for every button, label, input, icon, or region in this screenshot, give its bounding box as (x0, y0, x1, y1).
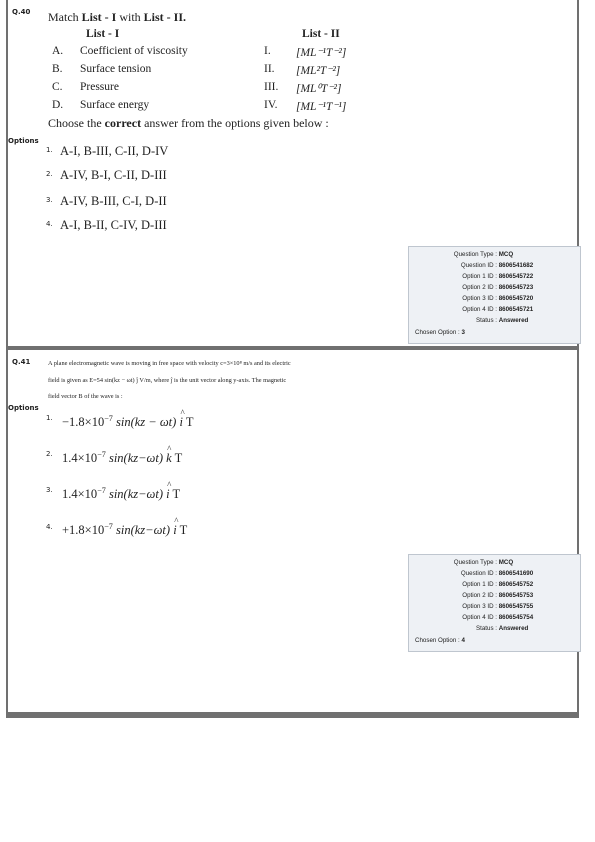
chosen-option: 4 (461, 637, 465, 644)
info-label: Status : (476, 317, 497, 324)
option-unit: T (179, 523, 188, 538)
instruction-text: Choose the (48, 116, 105, 130)
option-id: 8606545755 (498, 603, 534, 610)
option-id: 8606545722 (498, 273, 534, 280)
option-coefficient: 1.4×10 (62, 451, 98, 466)
unit-vector: ^ i (179, 415, 182, 430)
list2-key: III. (264, 81, 279, 93)
option-function: sin(kz−ωt) (116, 523, 171, 538)
option-exponent: −7 (104, 522, 113, 531)
option-number: 1. (46, 414, 53, 422)
question-text-line: field is given as E=54 sin(kz − ωt) ĵ V/m, where ĵ is the unit vector along y-axis. The magnetic (48, 377, 287, 384)
list1-item: Coefficient of viscosity (80, 45, 188, 57)
info-label: Question Type : (453, 251, 497, 258)
list1-key: A. (52, 45, 64, 57)
info-label: Chosen Option : (415, 329, 460, 336)
question-number: Q.40 (12, 8, 31, 16)
options-label: Options (8, 404, 39, 412)
info-label: Option 2 ID : (462, 592, 497, 599)
unit-vector: ^ i (166, 487, 169, 502)
list1-key: B. (52, 63, 63, 75)
info-label: Option 4 ID : (462, 306, 497, 313)
option-number: 4. (46, 220, 53, 228)
info-label: Option 2 ID : (462, 284, 497, 291)
status-value: Answered (498, 317, 529, 324)
info-label: Option 4 ID : (462, 614, 497, 621)
status-value: Answered (498, 625, 529, 632)
option-1[interactable] (62, 414, 193, 430)
info-label: Question ID : (460, 262, 497, 269)
option-number: 2. (46, 170, 53, 178)
option-1[interactable]: A-I, B-III, C-II, D-IV (60, 144, 169, 158)
instruction (48, 116, 329, 131)
option-4[interactable]: A-I, B-II, C-IV, D-III (60, 218, 167, 232)
option-id: 8606545723 (498, 284, 534, 291)
option-number: 1. (46, 146, 53, 154)
unit-vector: ^ k (166, 451, 172, 466)
question-prompt (48, 10, 186, 25)
option-id: 8606545753 (498, 592, 534, 599)
option-coefficient: +1.8×10 (62, 523, 105, 538)
list2-item: [ML⁰T⁻²] (296, 83, 342, 95)
info-label: Chosen Option : (415, 637, 460, 644)
option-exponent: −7 (97, 450, 106, 459)
prompt-text: Match (48, 10, 82, 24)
list1-item: Surface energy (80, 99, 150, 111)
list1-key: D. (52, 99, 64, 111)
list1-item: Pressure (80, 81, 119, 93)
option-id: 8606545721 (498, 306, 534, 313)
list2-item: [ML⁻¹T⁻²] (296, 47, 347, 59)
info-label: Question ID : (460, 570, 497, 577)
info-label: Option 3 ID : (462, 295, 497, 302)
option-coefficient: 1.4×10 (62, 487, 98, 502)
option-function: sin(kz − ωt) (116, 415, 177, 430)
prompt-text: with (116, 10, 144, 24)
option-3[interactable] (62, 486, 180, 502)
option-id: 8606545754 (498, 614, 534, 621)
option-number: 3. (46, 486, 53, 494)
option-exponent: −7 (104, 414, 113, 423)
instruction-emphasis: correct (104, 116, 142, 130)
question-text-line: field vector B of the wave is : (48, 393, 123, 400)
list2-header: List - II (302, 28, 340, 40)
list2-key: I. (264, 45, 271, 57)
option-id: 8606545752 (498, 581, 534, 588)
info-label: Status : (476, 625, 497, 632)
list1-key: C. (52, 81, 63, 93)
list2-key: IV. (264, 99, 278, 111)
info-label: Option 1 ID : (462, 581, 497, 588)
option-number: 3. (46, 196, 53, 204)
unit-vector: ^ i (173, 523, 176, 538)
question-number: Q.41 (12, 358, 31, 366)
question-id: 8606541690 (498, 570, 534, 577)
prompt-list2: List - II. (143, 10, 187, 24)
question-block-40 (8, 0, 577, 346)
instruction-text: answer from the options given below : (141, 116, 329, 130)
option-2[interactable]: A-IV, B-I, C-II, D-III (60, 168, 167, 182)
option-unit: T (172, 487, 181, 502)
question-text-line: A plane electromagnetic wave is moving in free space with velocity c=3×10⁸ m/s and its electric (48, 360, 291, 367)
option-id: 8606545720 (498, 295, 534, 302)
list2-item: [ML²T⁻²] (296, 65, 341, 77)
info-label: Question Type : (453, 559, 497, 566)
option-unit: T (174, 451, 183, 466)
option-2[interactable] (62, 450, 182, 466)
question-id: 8606541682 (498, 262, 534, 269)
option-function: sin(kz−ωt) (108, 487, 164, 502)
question-info-panel (408, 246, 581, 344)
chosen-option: 3 (461, 329, 465, 336)
option-3[interactable]: A-IV, B-III, C-I, D-II (60, 194, 167, 208)
list1-item: Surface tension (80, 63, 152, 75)
option-number: 2. (46, 450, 53, 458)
question-type: MCQ (498, 251, 514, 258)
options-label: Options (8, 137, 39, 145)
option-coefficient: −1.8×10 (62, 415, 105, 430)
option-unit: T (185, 415, 194, 430)
info-label: Option 1 ID : (462, 273, 497, 280)
info-label: Option 3 ID : (462, 603, 497, 610)
option-function: sin(kz−ωt) (108, 451, 164, 466)
list2-key: II. (264, 63, 275, 75)
option-4[interactable] (62, 522, 187, 538)
question-info-panel (408, 554, 581, 652)
list2-item: [ML⁻¹T⁻¹] (296, 101, 347, 113)
list1-header: List - I (86, 28, 120, 40)
question-block-41 (8, 350, 577, 712)
option-exponent: −7 (97, 486, 106, 495)
option-number: 4. (46, 523, 53, 531)
prompt-list1: List - I (81, 10, 117, 24)
question-type: MCQ (498, 559, 514, 566)
